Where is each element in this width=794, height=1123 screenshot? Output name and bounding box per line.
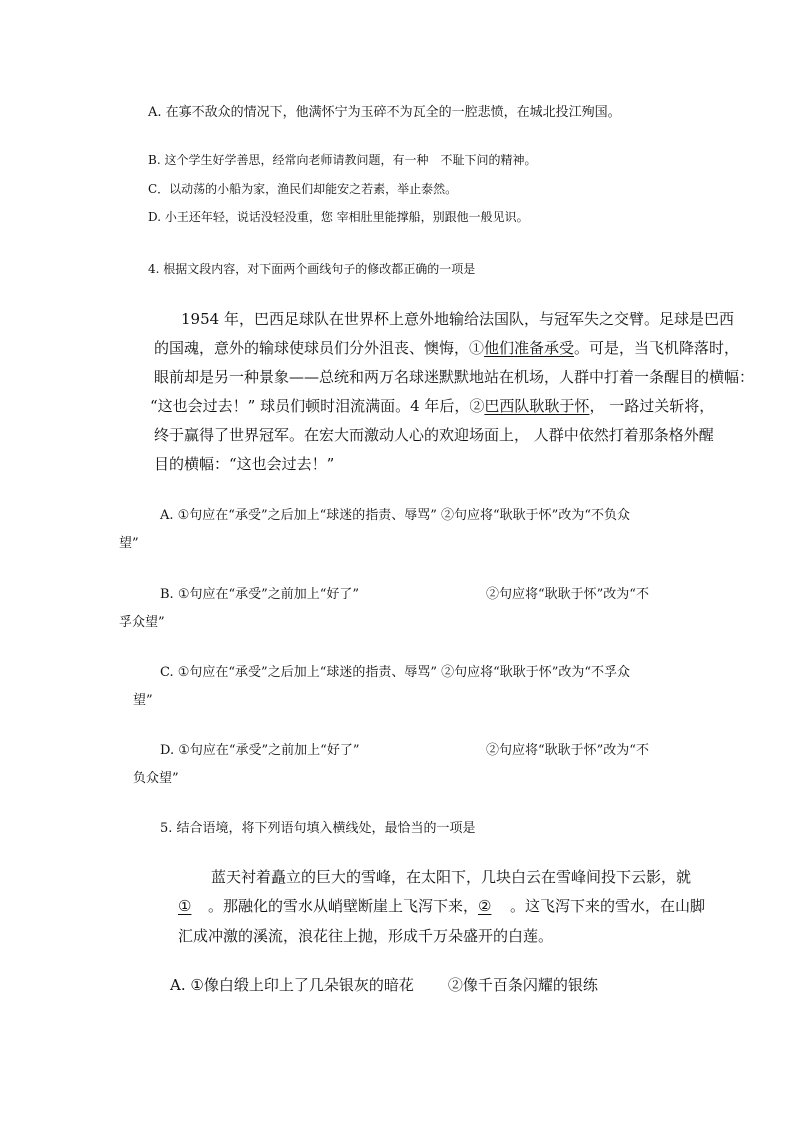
q4-passage-line: 终于赢得了世界冠军。在宏大而激动人心的欢迎场面上， 人群中依然打着那条格外醒 <box>154 426 714 444</box>
q5-option-a-label: A. <box>170 976 186 994</box>
q4-option-b-line1: B. ①句应在“承受”之前加上“好了” <box>160 587 360 602</box>
q5-passage-line: 汇成冲激的溪流，浪花往上抛，形成千万朵盛开的白莲。 <box>178 927 554 945</box>
q4-passage-text: 的国魂，意外的输球使球员们分外沮丧、懊悔，① <box>154 339 485 357</box>
q5-passage-line: 蓝天衬着矗立的巨大的雪峰，在太阳下，几块白云在雪峰间投下云影，就 <box>211 868 692 886</box>
q4-passage-line: 目的横幅：“这也会过去！” <box>154 455 335 473</box>
q4-option-a-line2: 望” <box>119 536 139 551</box>
q4-passage-text: “这也会过去！” 球员们顿时泪流满面。4 年后，② <box>150 397 485 415</box>
q4-underlined-sentence-2: 巴西队耿耿于怀 <box>484 397 590 415</box>
q3-option-d: D. 小王还年轻，说话没轻没重，您 宰相肚里能撑船，别跟他一般见识。 <box>148 210 529 224</box>
q4-option-c-line1: C. ①句应在“承受”之后加上“球迷的指责、辱骂” ②句应将“耿耿于怀”改为“不孚众 <box>160 665 631 680</box>
q4-option-d-line1-part2: ②句应将“耿耿于怀”改为“不 <box>486 743 649 758</box>
q4-passage-line: 1954 年，巴西足球队在世界杯上意外地输给法国队，与冠军失之交臂。足球是巴西 <box>181 310 734 328</box>
q4-passage-text: 。可是，当飞机降落时， <box>574 339 740 357</box>
q5-stem: 5. 结合语境，将下列语句填入横线处，最恰当的一项是 <box>160 821 476 836</box>
q4-option-b-line2: 孚众望” <box>119 615 165 630</box>
q5-option-a-part2: ②像千百条闪耀的银练 <box>447 976 598 994</box>
q4-passage-line <box>150 399 714 414</box>
q3-option-c: C．以动荡的小船为家，渔民们却能安之若素，举止泰然。 <box>148 182 458 196</box>
q4-passage-text: ， 一路过关斩将， <box>589 397 715 415</box>
q4-option-c-line2: 望” <box>133 693 153 708</box>
q4-option-a-line1: A. ①句应在“承受”之后加上“球迷的指责、辱骂” ②句应将“耿耿于怀”改为“不负众 <box>160 508 630 523</box>
q5-blank-2: ② <box>478 897 492 915</box>
q3-option-a: A. 在寡不敌众的情况下，他满怀宁为玉碎不为瓦全的一腔悲愤，在城北投江殉国。 <box>148 105 621 120</box>
q4-underlined-sentence-1: 他们准备承受 <box>484 339 575 357</box>
q5-blank-1: ① <box>178 897 192 915</box>
q4-option-b-line1-part2: ②句应将“耿耿于怀”改为“不 <box>486 587 649 602</box>
q4-option-d-line1: D. ①句应在“承受”之前加上“好了” <box>160 743 360 758</box>
q5-passage-text: 。那融化的雪水从峭壁断崖上飞泻下来， <box>208 897 479 915</box>
q4-stem: 4. 根据文段内容，对下面两个画线句子的修改都正确的一项是 <box>148 262 476 276</box>
q4-passage-line: 眼前却是另一种景象——总统和两万名球迷默默地站在机场，人群中打着一条醒目的横幅： <box>154 368 755 386</box>
q3-option-b: B. 这个学生好学善思，经常向老师请教问题，有一种 不耻下问的精神。 <box>148 153 537 167</box>
q4-passage-line <box>154 341 739 356</box>
q5-option-a <box>170 978 598 993</box>
q5-passage-line <box>178 899 705 914</box>
q4-option-d-line2: 负众望” <box>133 771 179 786</box>
q5-option-a-part1: ①像白缎上印上了几朵银灰的暗花 <box>190 976 414 994</box>
q5-passage-text: 。这飞泻下来的雪水，在山脚 <box>510 897 706 915</box>
